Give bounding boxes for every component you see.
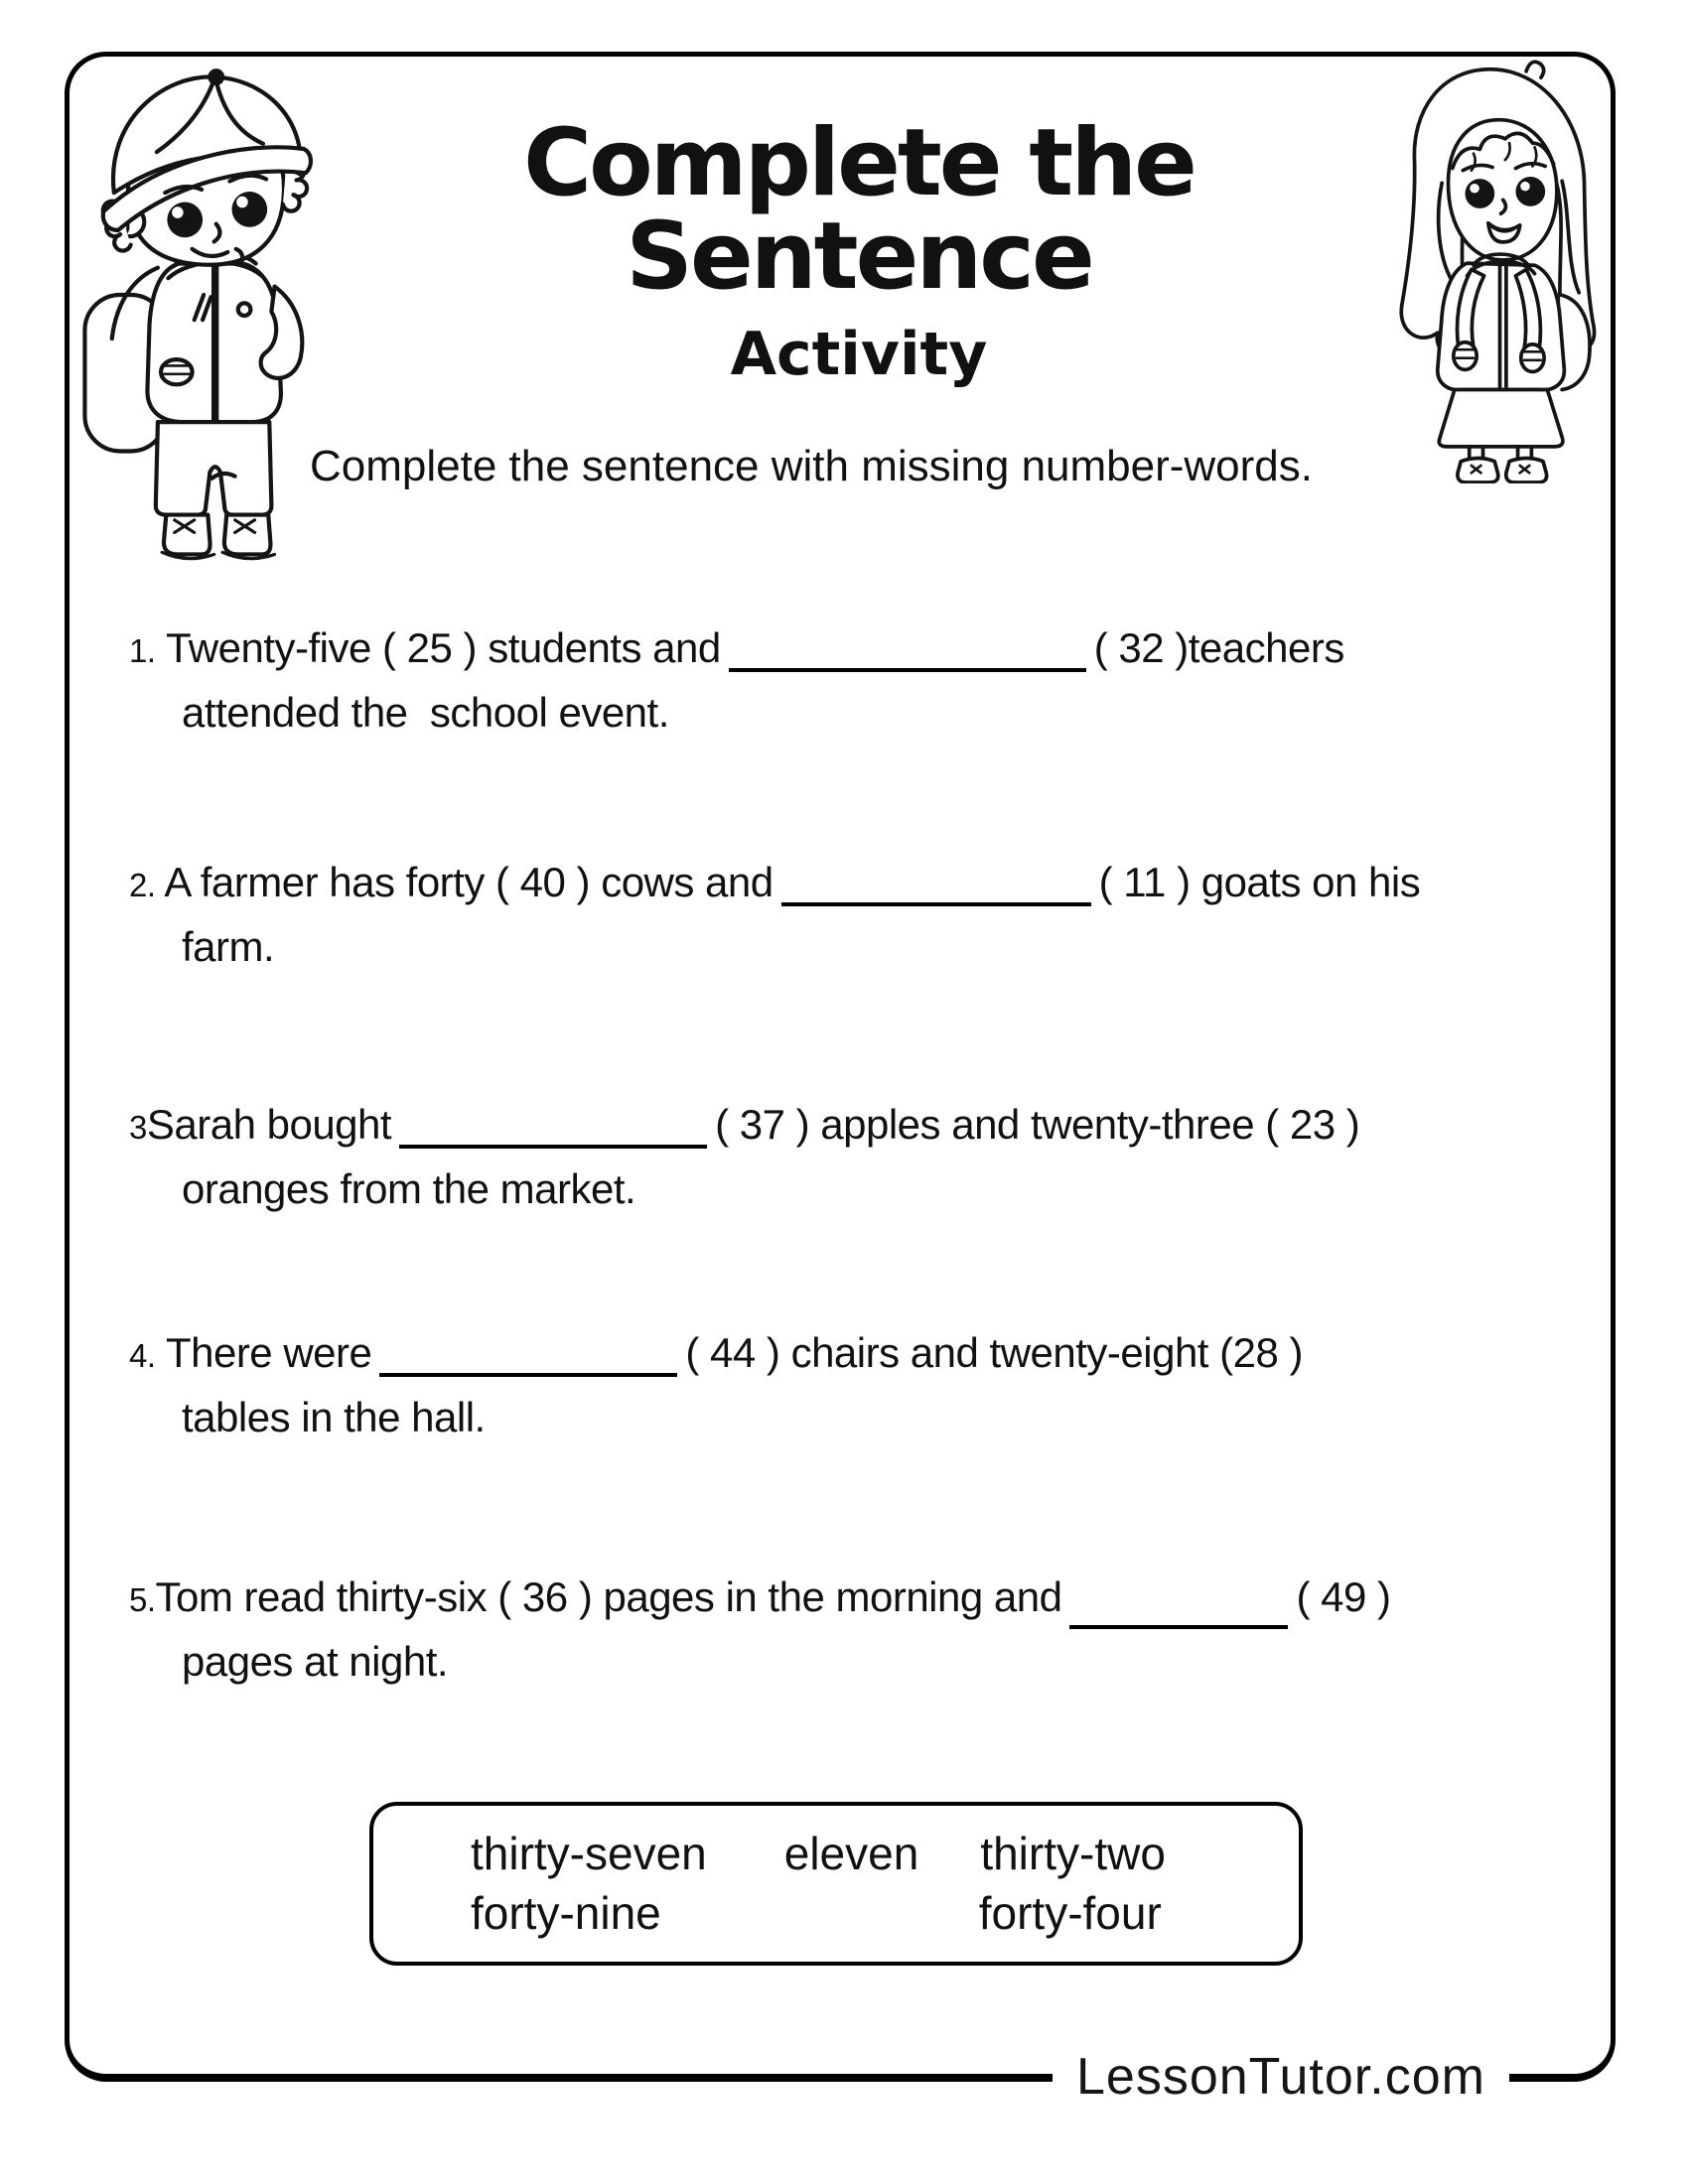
question-text: Tom read thirty-six ( 36 ) pages in the morning and	[155, 1573, 1062, 1620]
question-1	[129, 617, 1589, 744]
word-bank-item: eleven	[783, 1828, 919, 1879]
question-text-after-blank: ( 37 ) apples and twenty-three ( 23 )	[715, 1101, 1360, 1148]
question-line2: attended the school event.	[182, 689, 669, 736]
question-line2: farm.	[182, 923, 275, 970]
question-number: 5.	[129, 1581, 156, 1618]
question-line2: oranges from the market.	[182, 1165, 636, 1212]
footer-site-name: LessonTutor.com	[1053, 2045, 1509, 2109]
boy-eye	[167, 203, 203, 238]
word-bank-item: forty-four	[978, 1887, 1162, 1939]
boy-illustration	[58, 45, 324, 566]
page-title: Complete the Sentence	[523, 109, 1195, 311]
question-text-after-blank: ( 44 ) chairs and twenty-eight (28 )	[685, 1329, 1303, 1376]
word-bank-item: forty-nine	[471, 1887, 661, 1939]
question-text: A farmer has forty ( 40 ) cows and	[155, 859, 774, 905]
question-text-after-blank: ( 11 ) goats on his	[1098, 859, 1421, 905]
answer-blank-2[interactable]	[781, 873, 1091, 906]
question-text-after-blank: ( 32 )teachers	[1093, 624, 1344, 671]
word-bank-item: thirty-two	[980, 1828, 1166, 1879]
question-line2: pages at night.	[182, 1638, 449, 1685]
instruction-text: Complete the sentence with missing number-words.	[310, 442, 1314, 490]
boy-shorts	[156, 422, 272, 514]
word-bank-item: thirty-seven	[471, 1828, 707, 1879]
boy-boot	[164, 515, 211, 555]
answer-blank-4[interactable]	[379, 1343, 677, 1377]
girl-illustration	[1372, 57, 1610, 483]
answer-blank-5[interactable]	[1069, 1595, 1288, 1629]
question-text: Sarah bought	[146, 1101, 392, 1148]
page-subtitle: Activity	[730, 320, 988, 389]
question-text: Twenty-five ( 25 ) students and	[155, 624, 721, 671]
question-2	[129, 852, 1589, 978]
question-number: 3	[129, 1109, 147, 1146]
answer-blank-3[interactable]	[399, 1115, 707, 1149]
question-number: 1.	[129, 632, 156, 669]
question-3	[129, 1094, 1589, 1220]
question-text: There were	[155, 1329, 372, 1376]
question-text-after-blank: ( 49 )	[1296, 1573, 1391, 1620]
answer-blank-1[interactable]	[729, 638, 1086, 672]
question-number: 4.	[129, 1337, 156, 1374]
word-bank	[369, 1802, 1303, 1966]
question-number: 2.	[129, 867, 156, 903]
girl-eye	[1465, 179, 1494, 208]
girl-skirt	[1439, 390, 1563, 447]
question-4	[129, 1322, 1589, 1448]
question-5	[129, 1567, 1589, 1693]
question-line2: tables in the hall.	[182, 1394, 486, 1440]
